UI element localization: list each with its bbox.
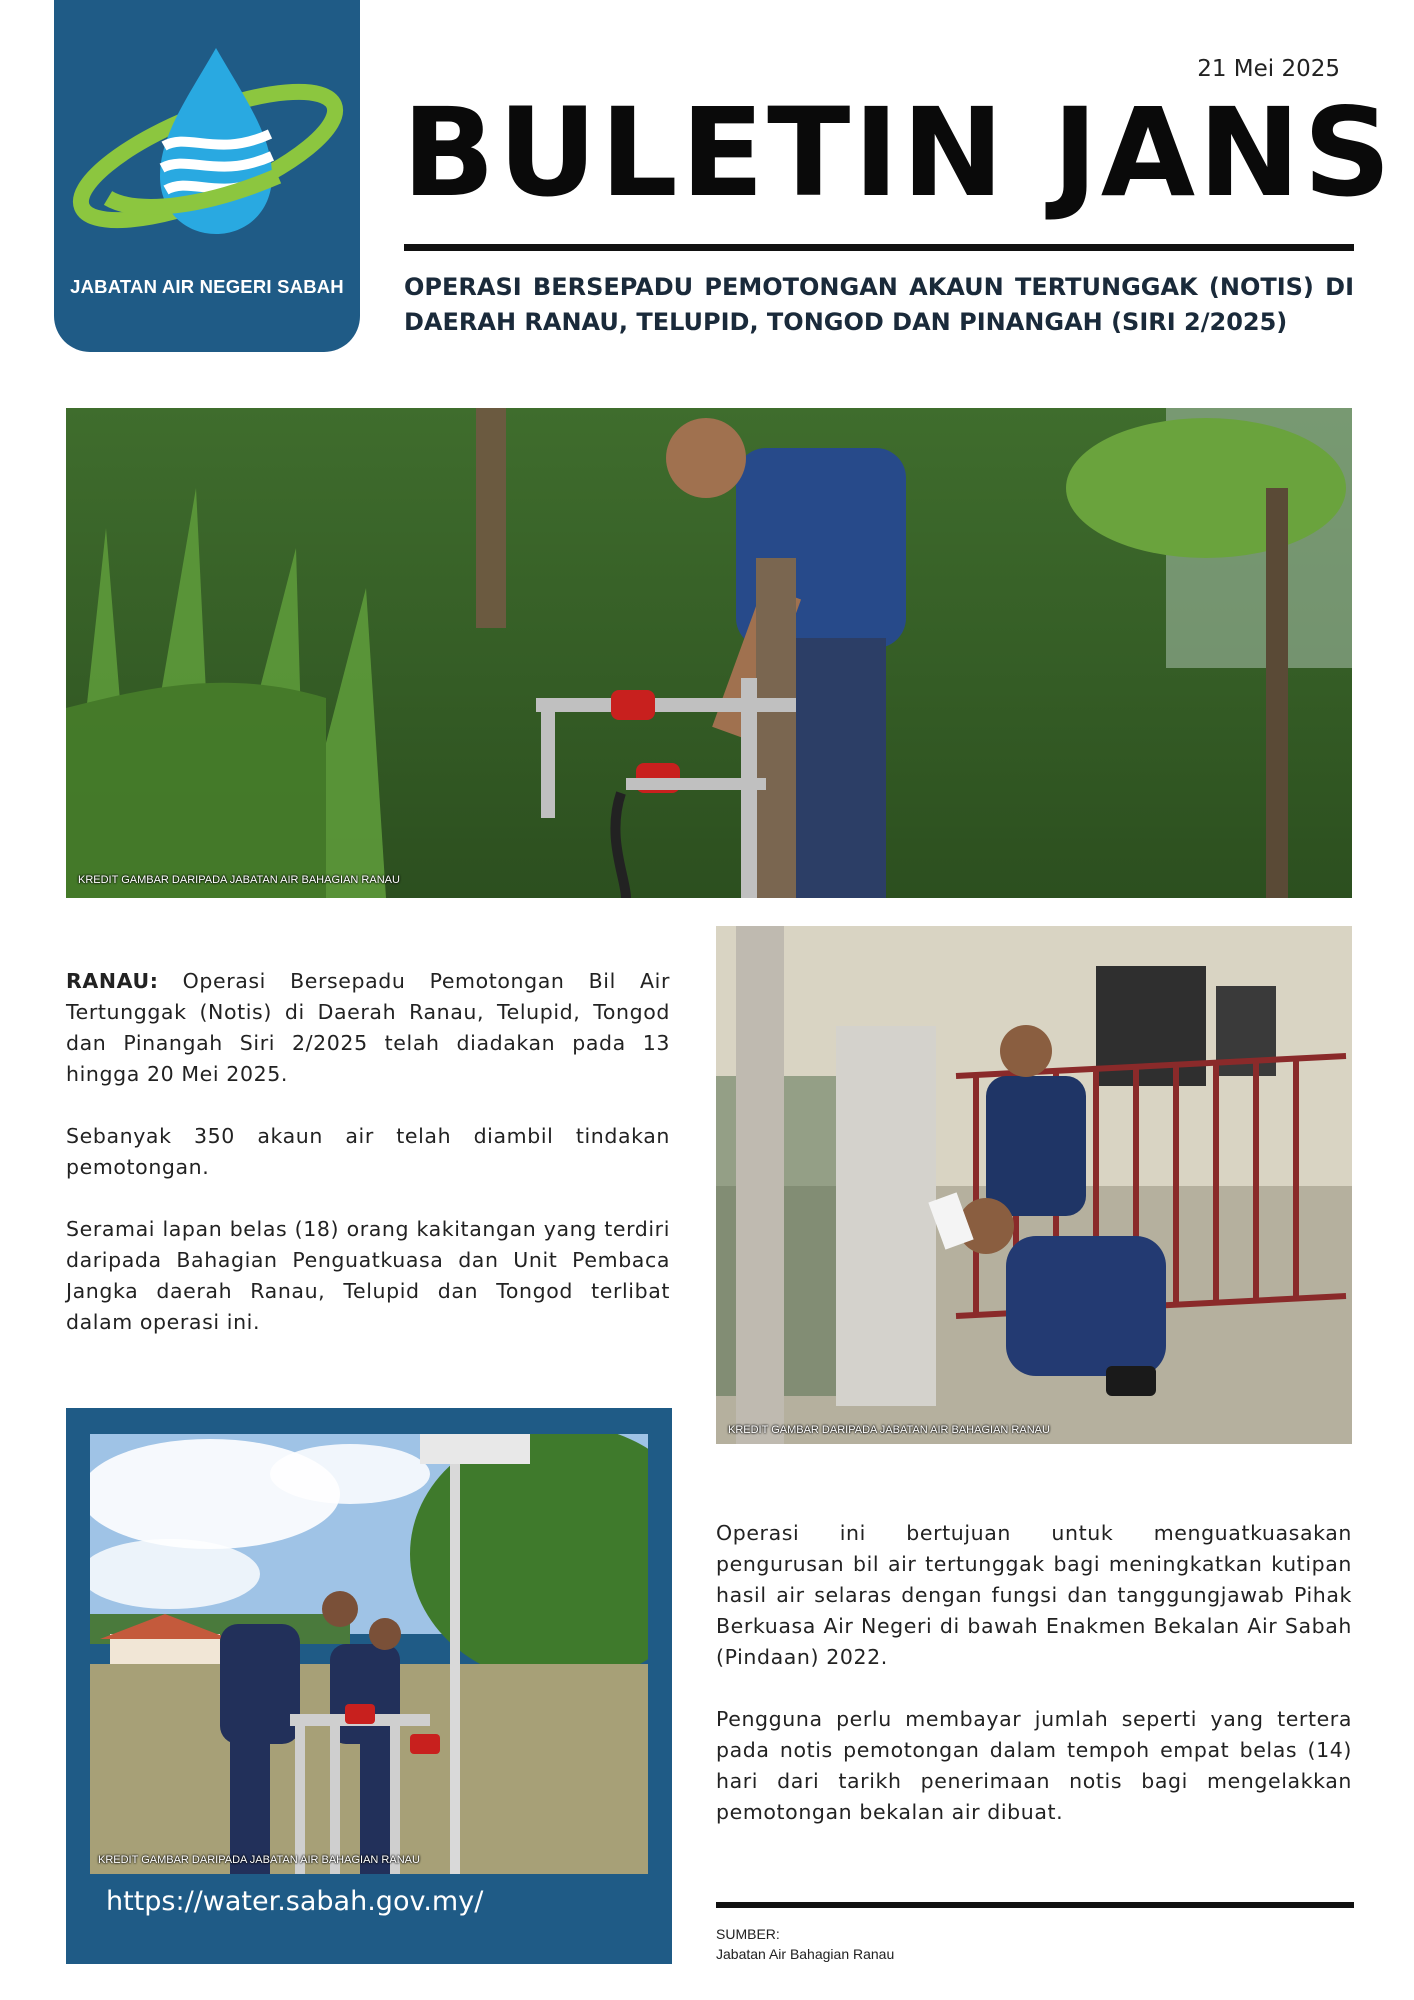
- article-headline: OPERASI BERSEPADU PEMOTONGAN AKAUN TERTUNGGAK (NOTIS) DI DAERAH RANAU, TELUPID, TONGOD DAN PINANGAH (SIRI 2/2025): [404, 273, 1354, 336]
- source-label: SUMBER:: [716, 1926, 780, 1942]
- logo-block: [54, 0, 360, 352]
- article-column-left: [66, 966, 670, 1369]
- article-column-right: [716, 1518, 1352, 1859]
- bottom-photo: [90, 1434, 648, 1874]
- water-drop-logo-icon: [68, 38, 346, 248]
- main-photo-credit: KREDIT GAMBAR DARIPADA JABATAN AIR BAHAGIAN RANAU: [78, 874, 400, 886]
- page-title: BULETIN JANS: [402, 82, 1395, 224]
- paragraph-5: Pengguna perlu membayar jumlah seperti yang tertera pada notis pemotongan dalam tempoh empat belas (14) hari dari tarikh penerimaan notis bagi mengelakkan pemotongan bekalan air dibuat.: [716, 1707, 1352, 1824]
- bottom-photo-credit: KREDIT GAMBAR DARIPADA JABATAN AIR BAHAGIAN RANAU: [98, 1854, 420, 1866]
- right-photo-credit: KREDIT GAMBAR DARIPADA JABATAN AIR BAHAGIAN RANAU: [728, 1424, 1050, 1436]
- dateline: RANAU:: [66, 969, 159, 993]
- paragraph-4: Operasi ini bertujuan untuk menguatkuasakan pengurusan bil air tertunggak bagi meningkatkan kutipan hasil air selaras dengan fungsi dan tanggungjawab Pihak Berkuasa Air Negeri di bawah Enakmen Bekalan Air Sabah (Pindaan) 2022.: [716, 1521, 1352, 1669]
- paragraph-2: Sebanyak 350 akaun air telah diambil tindakan pemotongan.: [66, 1124, 670, 1179]
- paragraph-1: RANAU: Operasi Bersepadu Pemotongan Bil Air Tertunggak (Notis) di Daerah Ranau, Telupid, Tongod dan Pinangah Siri 2/2025 telah diadakan pada 13 hingga 20 Mei 2025.: [66, 969, 670, 1086]
- source-value: Jabatan Air Bahagian Ranau: [716, 1946, 895, 1962]
- website-link[interactable]: https://water.sabah.gov.my/: [106, 1886, 484, 1917]
- bottom-panel: [66, 1408, 672, 1964]
- issue-date: 21 Mei 2025: [1197, 56, 1340, 82]
- paragraph-3: Seramai lapan belas (18) orang kakitangan yang terdiri daripada Bahagian Penguatkuasa dan Unit Pembaca Jangka daerah Ranau, Telupid dan Tongod terlibat dalam operasi ini.: [66, 1217, 670, 1334]
- right-photo: [716, 926, 1352, 1444]
- main-photo: [66, 408, 1352, 898]
- title-divider: [404, 244, 1354, 251]
- org-name: JABATAN AIR NEGERI SABAH: [70, 276, 344, 297]
- source-divider: [716, 1902, 1354, 1908]
